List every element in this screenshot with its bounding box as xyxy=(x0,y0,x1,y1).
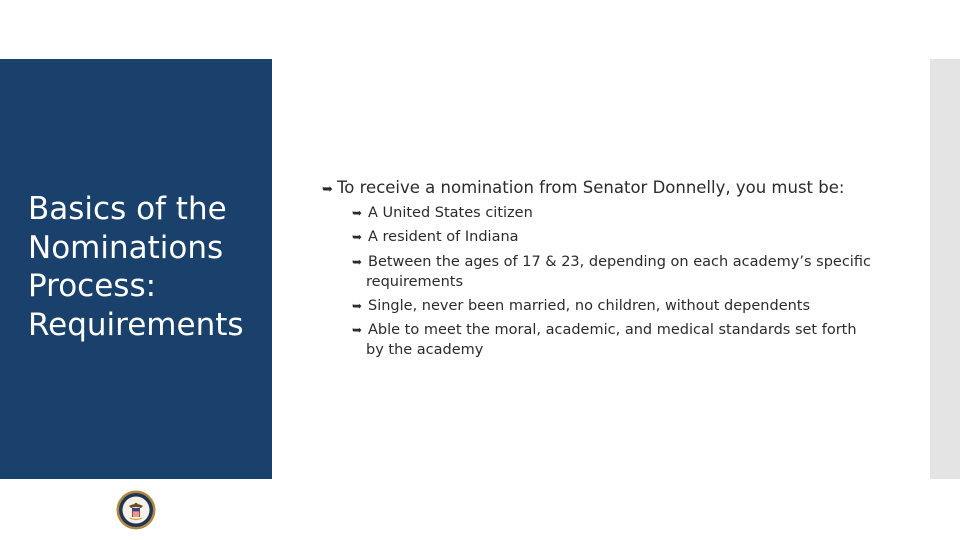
intro-bullet xyxy=(322,178,922,197)
bullet-icon: ➥ xyxy=(352,206,363,220)
seal-graphic xyxy=(116,490,156,530)
requirement-text: Single, never been married, no children, without dependents xyxy=(368,298,811,314)
requirement-text: Able to meet the moral, academic, and medical standards set forth xyxy=(368,322,857,338)
bullet-icon: ➥ xyxy=(352,230,363,244)
requirement-item xyxy=(352,203,892,223)
requirement-item xyxy=(352,296,892,316)
requirement-item xyxy=(352,252,892,292)
senate-seal-icon xyxy=(116,490,156,530)
requirement-text: A United States citizen xyxy=(368,205,533,221)
bullet-icon: ➥ xyxy=(352,299,363,313)
bullet-icon: ➥ xyxy=(352,323,363,337)
requirement-item xyxy=(352,320,892,360)
title-line: Requirements xyxy=(28,306,244,343)
requirement-text-continued: requirements xyxy=(366,274,464,290)
title-line: Process: xyxy=(28,268,157,304)
requirement-text: Between the ages of 17 & 23, depending on each academy’s specific xyxy=(368,254,871,270)
title-line: Basics of the xyxy=(28,191,227,227)
requirement-item xyxy=(352,227,892,247)
intro-text: To receive a nomination from Senator Donnelly, you must be: xyxy=(337,178,845,197)
title-line: Nominations xyxy=(28,229,224,266)
requirement-text-continued: by the academy xyxy=(366,342,484,358)
bullet-icon: ➥ xyxy=(352,255,363,269)
bullet-icon: ➥ xyxy=(322,182,333,197)
requirement-text: A resident of Indiana xyxy=(368,229,519,245)
